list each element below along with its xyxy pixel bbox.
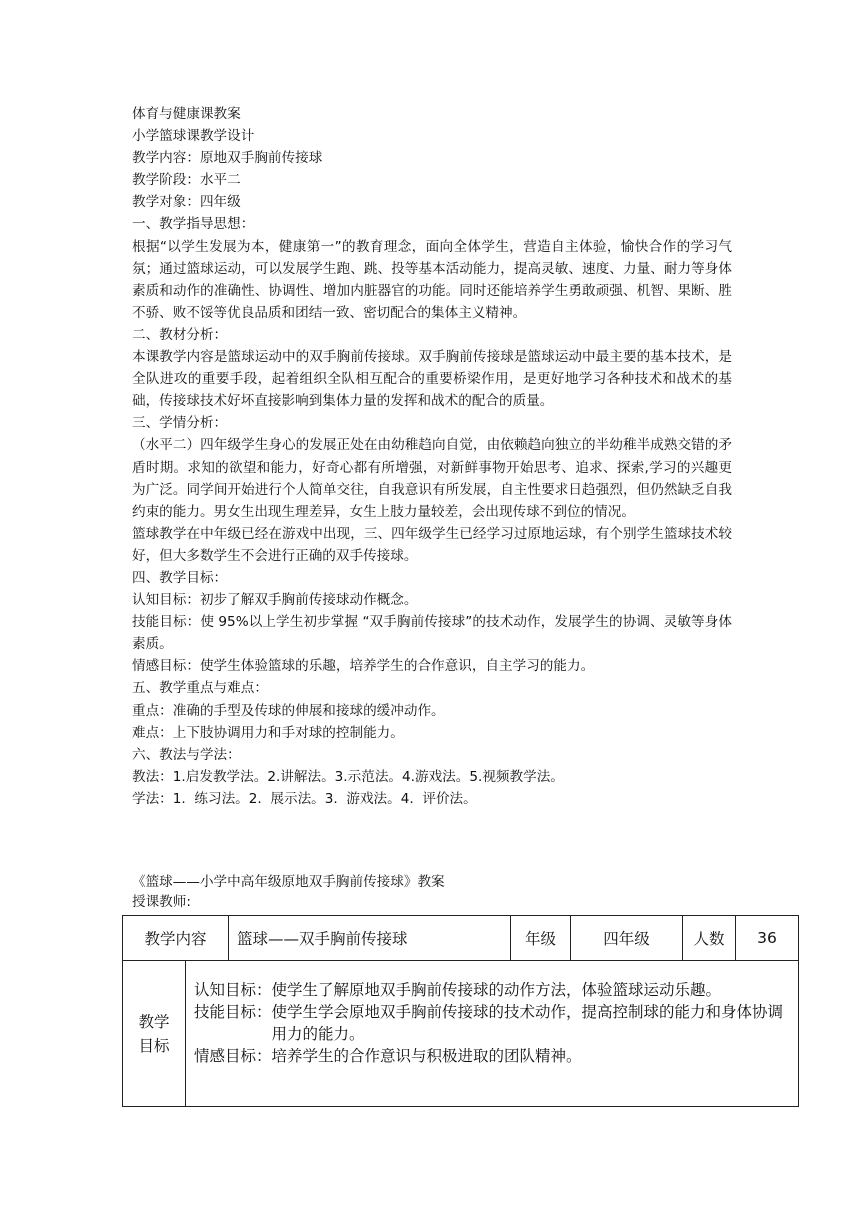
lesson-plan-table [122,915,799,1107]
difficulty-line: 难点：上下肢协调用力和手对球的控制能力。 [132,724,404,741]
count-label-cell: 人数 [683,916,736,961]
teaching-content-line: 教学内容：原地双手胸前传接球 [132,150,323,167]
objective-emotion: 情感目标：使学生体验篮球的乐趣，培养学生的合作意识，自主学习的能力。 [132,658,595,675]
teaching-target-line: 教学对象：四年级 [132,194,241,211]
lesson-design-text [132,103,732,810]
content-label-cell: 教学内容 [123,916,229,961]
teacher-label: 授课教师: [132,894,191,910]
goal-skill [194,1001,794,1045]
section-heading-objectives: 四、教学目标： [132,569,228,586]
grade-value-cell: 四年级 [571,916,683,961]
goal-label: 技能目标： [194,1003,272,1021]
count-value-cell: 36 [736,916,799,961]
goal-label: 情感目标： [194,1047,272,1065]
material-analysis-paragraph: 本课教学内容是篮球运动中的双手胸前传接球。双手胸前传接球是篮球运动中最主要的基本技术，是全队进攻的重要手段，起着组织全队相互配合的重要桥梁作用，是更好地学习各种技术和战术的基础，传接球技术好坏直接影响到集体力量的发挥和战术的配合的质量。 [132,349,732,410]
goal-text: 培养学生的合作意识与积极进取的团队精神。 [271,1047,582,1065]
teaching-methods-line: 教法：1.启发教学法。2.讲解法。3.示范法。4.游戏法。5.视频教学法。 [132,768,564,785]
objectives-content-cell [186,961,799,1107]
doc-title: 体育与健康课教案 [132,106,241,122]
goal-emotion [194,1045,794,1067]
goal-cognitive [194,979,794,1001]
section-heading-guiding-idea: 一、教学指导思想： [132,216,255,233]
table-row [123,961,799,1107]
grade-label-cell: 年级 [511,916,571,961]
objectives-label-line-2: 目标 [138,1036,170,1055]
goal-label: 认知目标： [194,981,272,999]
goal-text: 使学生了解原地双手胸前传接球的动作方法，体验篮球运动乐趣。 [271,981,722,999]
learning-methods-line: 学法：1. 练习法。2. 展示法。3. 游戏法。4. 评价法。 [132,790,477,807]
objective-cognitive: 认知目标：初步了解双手胸前传接球动作概念。 [132,592,418,609]
objectives-label-cell [123,961,186,1107]
section-heading-key-points: 五、教学重点与难点： [132,680,268,697]
goal-text: 使学生学会原地双手胸前传接球的技术动作，提高控制球的能力和身体协调用力的能力。 [271,1003,784,1043]
content-value-cell: 篮球——双手胸前传接球 [229,916,511,961]
objectives-label-line-1: 教学 [138,1012,170,1031]
teaching-stage-line: 教学阶段：水平二 [132,172,241,189]
section-heading-material-analysis: 二、教材分析： [132,326,228,343]
section-heading-student-analysis: 三、学情分析： [132,415,228,432]
student-analysis-paragraph-2: 篮球教学在中年级已经在游戏中出现，三、四年级学生已经学习过原地运球，有个别学生篮球技术较好，但大多数学生不会进行正确的双手传接球。 [132,525,732,564]
lesson-plan-title: 《篮球——小学中高年级原地双手胸前传接球》教案 [132,874,445,890]
section-heading-methods: 六、教法与学法： [132,746,241,763]
student-analysis-paragraph: （水平二）四年级学生身心的发展正处在由幼稚趋向自觉，由依赖趋向独立的半幼稚半成熟交错的矛盾时期。求知的欲望和能力，好奇心都有所增强，对新鲜事物开始思考、追求、探索,学习的兴趣更为广泛。同学间开始进行个人简单交往，自我意识有所发展，自主性要求日趋强烈，但仍然缺乏自我约束的能力。男女生出现生理差异，女生上肢力量较差，会出现传球不到位的情况。 [132,437,732,520]
table-row [123,916,799,961]
objective-skill: 技能目标：使 95%以上学生初步掌握 “双手胸前传接球”的技术动作，发展学生的协调、灵敏等身体素质。 [132,614,732,653]
guiding-idea-paragraph: 根据“以学生发展为本，健康第一”的教育理念，面向全体学生，营造自主体验，愉快合作的学习气氛；通过篮球运动，可以发展学生跑、跳、投等基本活动能力，提高灵敏、速度、力量、耐力等身体素质和动作的准确性、协调性、增加内脏器官的功能。同时还能培养学生勇敢顽强、机智、果断、胜不骄、败不馁等优良品质和团结一致、密切配合的集体主义精神。 [132,238,732,321]
doc-subtitle: 小学篮球课教学设计 [132,128,255,145]
key-point-line: 重点：准确的手型及传球的伸展和接球的缓冲动作。 [132,702,445,719]
